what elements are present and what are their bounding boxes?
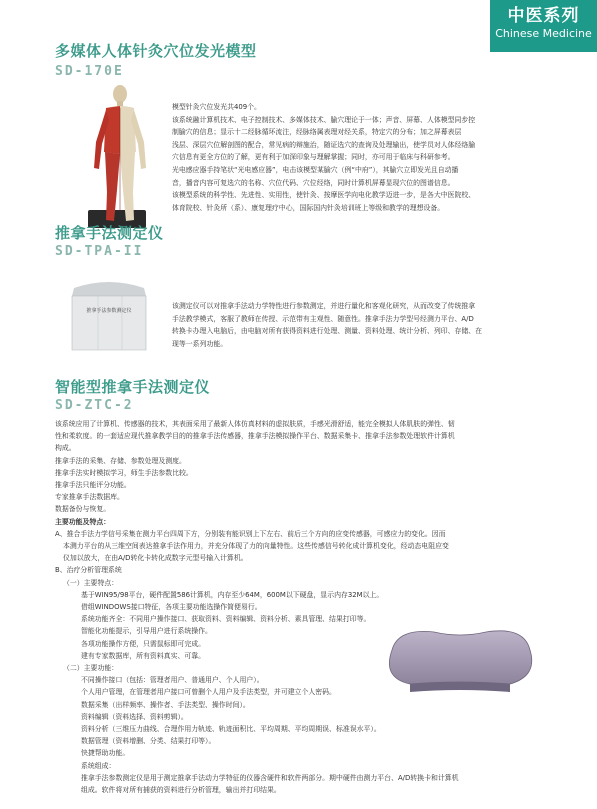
product3-line: 推拿手法实时模拟学习，师生手法参数比较。 — [55, 468, 193, 477]
product2-model: SD-TPA-II — [55, 244, 144, 259]
product3-title: 智能型推拿手法测定仪 — [55, 378, 211, 396]
series-badge — [490, 0, 597, 52]
product3-line: 各项功能操作方便，只需鼠标即可完成。 — [81, 639, 206, 648]
product1-line: 光电感应器手持笔状“光电感应器”，电击该模型某腧穴（例“中府”），其腧穴立即发光且自动播 — [172, 165, 459, 174]
product3-line: 仪加以放大，在由A/D转化卡转化成数字元型号输入计算机。 — [63, 554, 248, 563]
product3-line: 智能化功能提示，引导用户进行系统操作。 — [81, 627, 212, 636]
product3-line: 借组WINDOWS接口特征，各项主要功能选操作简便易行。 — [81, 603, 262, 612]
product3-line: 数据采集（出样频率、操作者、手法类型、操作时间）。 — [81, 700, 250, 709]
product3-line: 本测力平台的从三维空间表达推拿手法作用力，并充分体现了力的向量特性。这些传感信号转化成计算机变化，经动态电阻应变 — [63, 542, 449, 551]
product3-line: 推拿手法参数测定仪是用于测定推拿手法动力学特征的仪器含硬件和软件两部分。期中硬件由测力平台、A/D转换卡和计算机 — [81, 773, 459, 782]
product1-line: 该模型系统的科学性、先进性、实用性，使针灸、按摩医学向电化教学迈进一步，是各大中医院校、 — [172, 191, 476, 200]
product3-line: （一）主要特点： — [63, 578, 119, 587]
product3-line: B、治疗分析管理系统 — [55, 566, 122, 575]
product3-line: （二）主要功能： — [63, 664, 119, 673]
product3-line: 数据备份与恢复。 — [55, 505, 111, 514]
product3-line: 快捷帮助功能。 — [81, 749, 130, 758]
product3-line: 个人用户管理，在管理者用户接口可曾删个人用户及手法类型，并可建立个人密码。 — [81, 688, 336, 697]
product1-line: 制腧穴的信息；显示十二经脉循环流注，经脉络属表理对经关系，特定穴的分布；加之屏幕表层 — [172, 128, 462, 137]
product1-line: 穴信息有更全方位的了解，更有利于加深印象与理解掌握；同时，亦可用于临床与科研参考。 — [172, 153, 455, 162]
product2-line: 现等一系列功能。 — [172, 339, 228, 348]
product2-line: 手法教学模式，客服了教师在传授、示范带有主观性、随意性。推拿手法力学型号经测力平台、A/D — [172, 314, 474, 323]
product3-line: 系统功能齐全：不同用户操作接口、获取资料、资料编辑、资料分析、素具管理、结果打印等。 — [81, 615, 371, 624]
product3-line: 建有专家数据库，所有资料真实、可靠。 — [81, 651, 206, 660]
product3-line: 基于WIN95/98平台，硬件配置586计算机，内存至少64M，600M以下硬盘，显示内存32M以上。 — [81, 590, 384, 599]
tpa-device-image — [68, 278, 150, 352]
product3-line: A、推合手法力学信号采集在测力平台四周下方，分别装有能识别上下左右、前后三个方向的应变传感器，可感应力的变化。因而 — [55, 529, 446, 538]
product1-line: 体育院校、针灸所（系）、康复理疗中心，国际国内针灸培训班上等级和教学的理想设备。 — [172, 203, 445, 212]
product1-line: 音，播音内容可复选穴的名称、穴位代码、穴位经络，同时计算机屏幕显现穴位的图谱信息。 — [172, 178, 455, 187]
product1-line: 该系统融计算机技术、电子控制技术、多媒体技术、腧穴理论于一体；声音、屏幕、人体模型同步控 — [172, 115, 476, 124]
series-badge-cn: 中医系列 — [507, 6, 580, 26]
product3-line: 组成。软件将对所有捕获的资料进行分析管理，输出并打印结果。 — [81, 786, 281, 795]
product2-line: 转换卡办理入电脑后，由电脑对所有获得资料进行处理、测量、资料处理、统计分析、列印、存储、在 — [172, 327, 483, 336]
product1-title: 多媒体人体针灸穴位发光模型 — [55, 42, 257, 60]
product3-line: 推拿手法只能评分功能。 — [55, 481, 131, 490]
product3-line: 推拿手法的采集、存储、参数处理及测度。 — [55, 456, 186, 465]
product3-line: 不同操作接口（包括：管理者用户、普通用户、个人用户）。 — [81, 676, 264, 685]
product1-line: 模型针灸穴位发光共409个。 — [172, 103, 261, 111]
product3-line: 专家推拿手法数据库。 — [55, 493, 124, 502]
product3-line: 性和柔软度。的一套适应现代推拿教学目的的推拿手法传感器，推拿手法模拟操作平台、数据采集卡、推拿手法参数处理软件计算机 — [55, 432, 455, 441]
product1-line: 浅层、深层穴位解剖图的配合，常见病的辩施治，随证选穴的查询及处理输出，使学员对人体经络腧 — [172, 140, 476, 149]
acupuncture-model-figure — [84, 82, 156, 230]
product3-model: SD-ZTC-2 — [55, 398, 134, 413]
box-label: 推拿手法参数测定仪 — [86, 308, 132, 314]
product3-line: 资料编辑（资料选择、资料剪辑）。 — [81, 712, 188, 721]
product2-description — [172, 300, 572, 350]
product2-line: 该测定仪可以对推拿手法动力学特性进行参数测定，并进行量化和客观化研究，从而改变了传统推拿 — [172, 302, 476, 310]
product3-line: 系统组成： — [81, 761, 116, 770]
product3-line: 数据管理（资料增删、分类、结果打印等）。 — [81, 737, 216, 746]
product1-description — [172, 101, 572, 214]
product3-line: 构成。 — [55, 444, 76, 453]
product2-title: 推拿手法测定仪 — [55, 224, 164, 242]
ztc-device-image — [378, 620, 542, 700]
product3-line: 资料分析（三维压力曲线、合理作用力轨迹、轨迹面积比、平均周期、平均周期误、标准误水平）。 — [81, 725, 381, 734]
product3-line: 主要功能及特点： — [55, 517, 111, 526]
product1-model: SD-170E — [55, 64, 124, 79]
series-badge-en: Chinese Medicine — [495, 27, 592, 40]
product3-description — [55, 418, 555, 796]
product3-line: 该系统应用了计算机、传感器的技术，其表面采用了最新人体仿真材料的虚拟肤质，手感光滑舒适，能完全模拟人体肌肤的弹性、韧 — [55, 420, 455, 428]
